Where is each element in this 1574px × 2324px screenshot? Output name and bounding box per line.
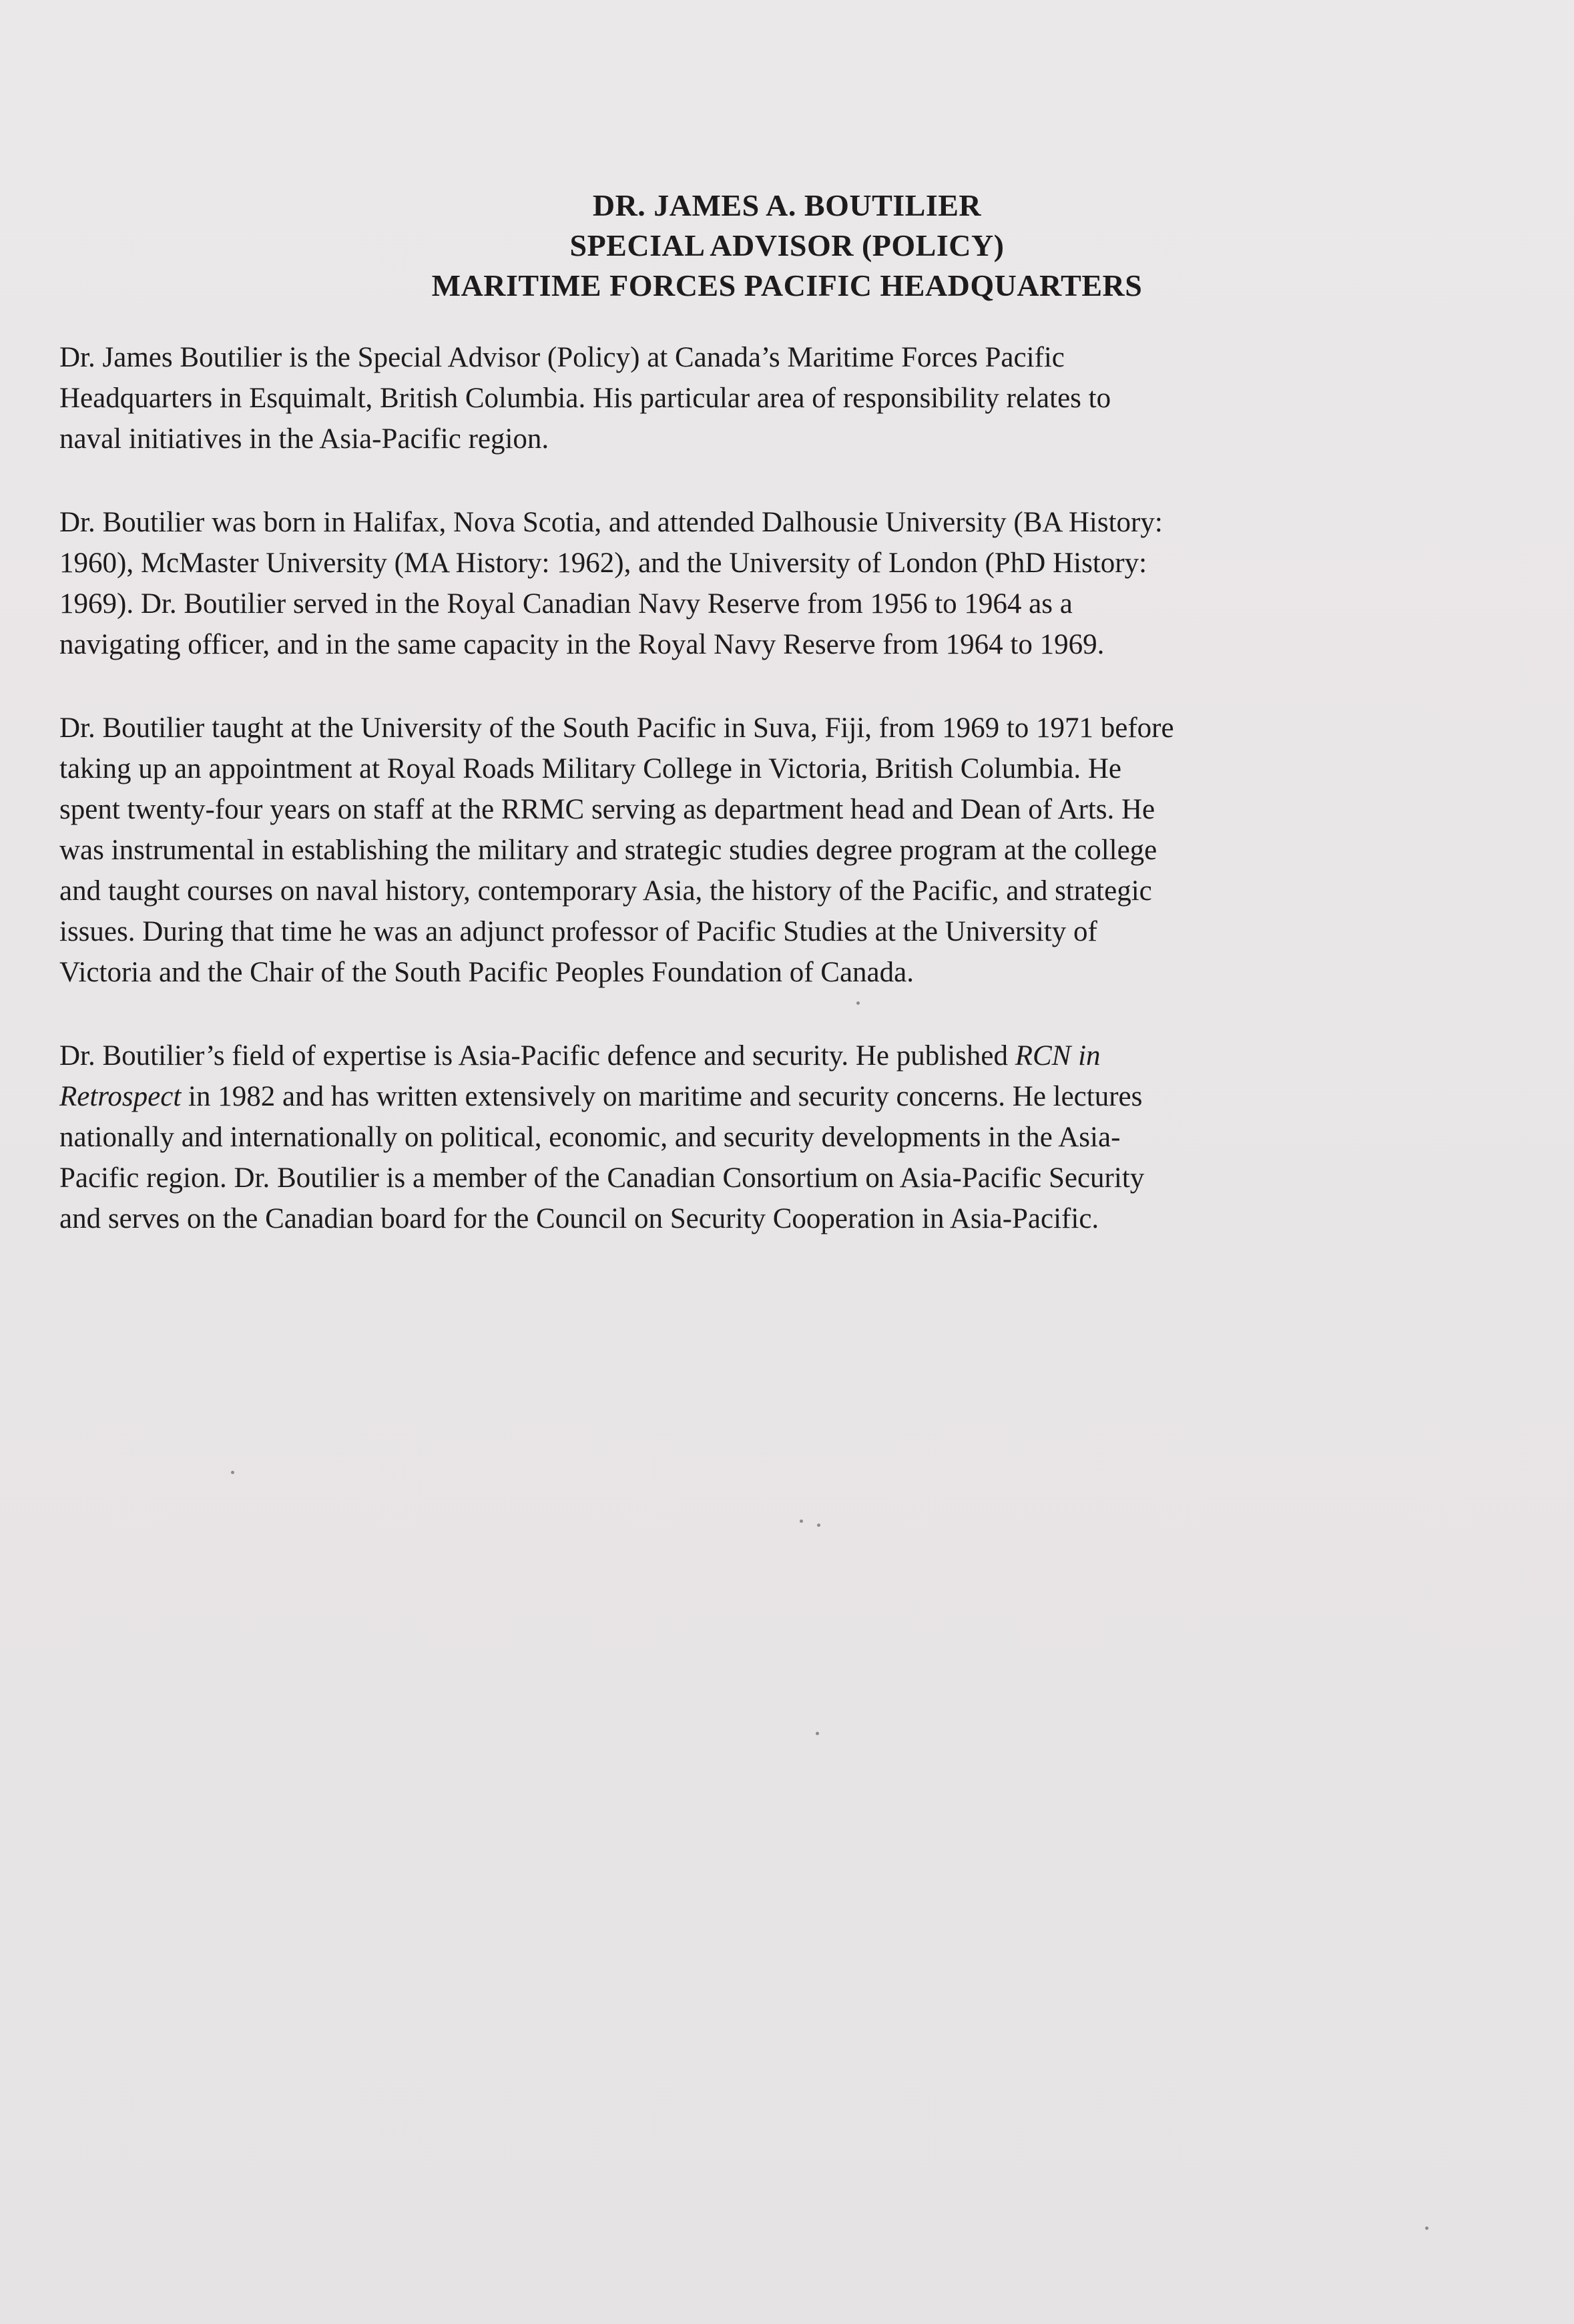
paragraph-education <box>59 502 1434 665</box>
paragraph-current-role <box>59 337 1434 459</box>
paper-speck <box>1425 2227 1428 2230</box>
paragraph-line: taking up an appointment at Royal Roads Military College in Victoria, British Columbia. He <box>59 753 1121 784</box>
paper-speck <box>816 1732 819 1735</box>
book-title-part: RCN in <box>1015 1040 1101 1072</box>
title-name: DR. JAMES A. BOUTILIER <box>592 188 982 222</box>
paragraph-line: Headquarters in Esquimalt, British Columbia. His particular area of responsibility relates to <box>59 383 1111 414</box>
paragraph-line <box>59 1035 1434 1076</box>
paper-speck <box>817 1524 820 1527</box>
book-title-part: Retrospect <box>59 1081 182 1112</box>
paragraph-line: was instrumental in establishing the military and strategic studies degree program at the college <box>59 835 1157 866</box>
paragraph-line <box>59 1076 1434 1117</box>
paragraph-line: and serves on the Canadian board for the Council on Security Cooperation in Asia-Pacific. <box>59 1203 1099 1234</box>
paragraph-line: 1969). Dr. Boutilier served in the Royal Canadian Navy Reserve from 1956 to 1964 as a <box>59 588 1073 620</box>
paper-speck <box>856 1001 860 1005</box>
biography-body <box>59 337 1434 1282</box>
paragraph-line: Dr. James Boutilier is the Special Advisor (Policy) at Canada’s Maritime Forces Pacific <box>59 342 1065 373</box>
paper-speck <box>231 1471 234 1474</box>
paper-speck <box>800 1520 803 1523</box>
paragraph-line: naval initiatives in the Asia-Pacific region. <box>59 423 549 455</box>
paragraph-line: nationally and internationally on political, economic, and security developments in the Asia- <box>59 1122 1121 1153</box>
paragraph-line: and taught courses on naval history, contemporary Asia, the history of the Pacific, and strategic <box>59 875 1152 907</box>
paragraph-line: Dr. Boutilier was born in Halifax, Nova Scotia, and attended Dalhousie University (BA History: <box>59 507 1163 538</box>
paragraph-line: 1960), McMaster University (MA History: 1962), and the University of London (PhD History: <box>59 547 1147 579</box>
paragraph-line: Dr. Boutilier taught at the University of the South Pacific in Suva, Fiji, from 1969 to 1971 before <box>59 712 1174 744</box>
paragraph-line: spent twenty-four years on staff at the RRMC serving as department head and Dean of Arts. He <box>59 794 1155 825</box>
paragraph-line: issues. During that time he was an adjunct professor of Pacific Studies at the University of <box>59 916 1097 947</box>
paragraph-line: Pacific region. Dr. Boutilier is a member of the Canadian Consortium on Asia-Pacific Security <box>59 1162 1145 1194</box>
line-text: in 1982 and has written extensively on maritime and security concerns. He lectures <box>181 1081 1143 1112</box>
title-organization: MARITIME FORCES PACIFIC HEADQUARTERS <box>431 268 1143 302</box>
document-title <box>0 186 1574 306</box>
title-position: SPECIAL ADVISOR (POLICY) <box>569 228 1005 262</box>
paragraph-academic-career <box>59 708 1434 993</box>
paragraph-expertise <box>59 1035 1434 1239</box>
paragraph-line: navigating officer, and in the same capacity in the Royal Navy Reserve from 1964 to 1969. <box>59 629 1105 660</box>
line-text: Dr. Boutilier’s field of expertise is Asia-Pacific defence and security. He published <box>59 1040 1015 1072</box>
paragraph-line: Victoria and the Chair of the South Pacific Peoples Foundation of Canada. <box>59 957 914 988</box>
